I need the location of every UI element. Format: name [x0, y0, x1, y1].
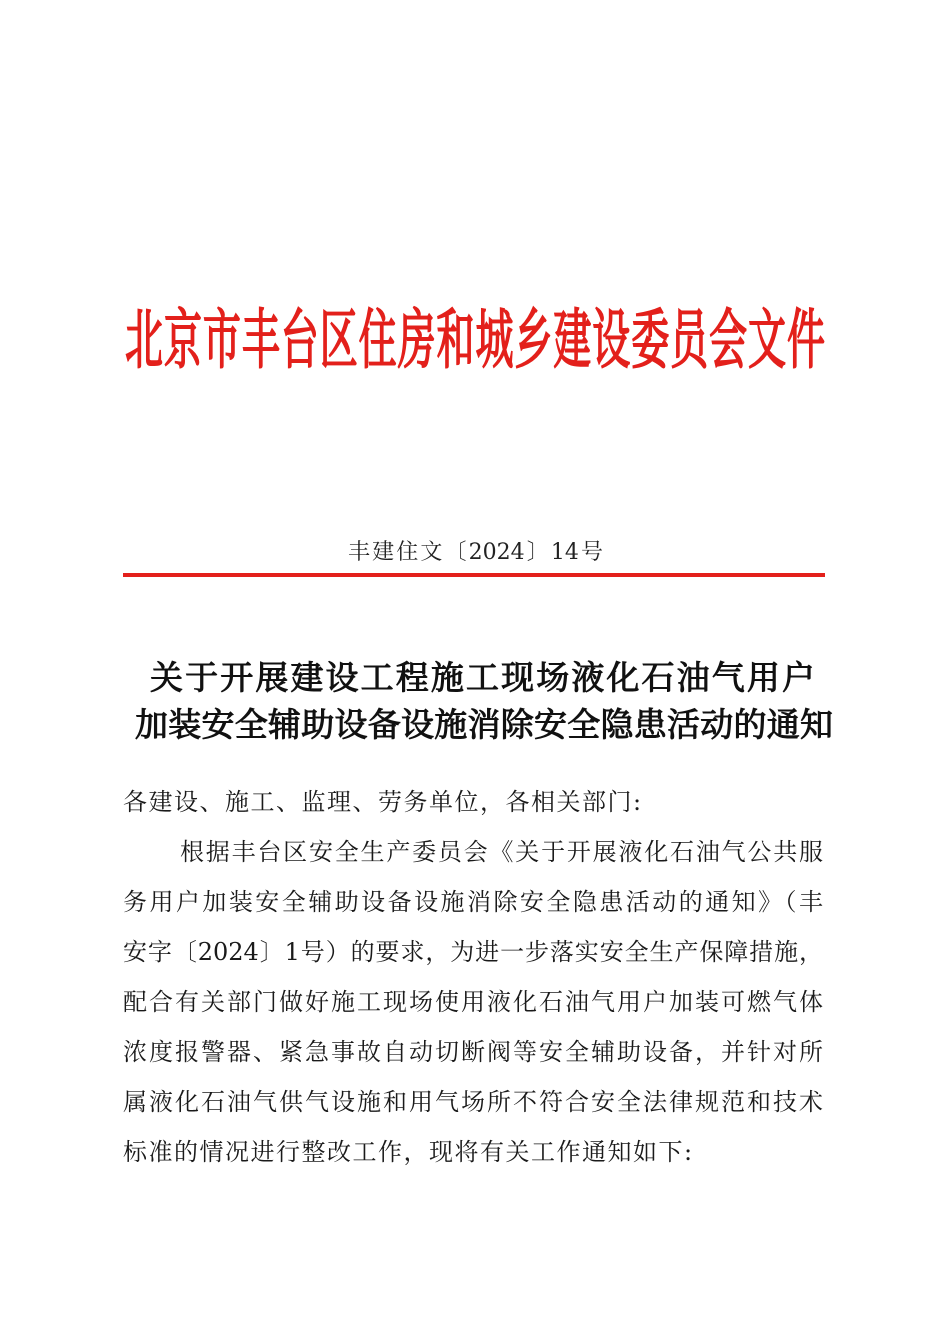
- body-line-1: 根据丰台区安全生产委员会《关于开展液化石油气公共服: [180, 838, 823, 866]
- document-number: 丰建住文〔2024〕14号: [348, 540, 603, 565]
- document-title-line-2: 加装安全辅助设备设施消除安全隐患活动的通知: [135, 705, 833, 744]
- issuing-authority-title: 北京市丰台区住房和城乡建设委员会文件: [125, 302, 825, 378]
- red-separator-line: [123, 573, 825, 577]
- document-title-line-1: 关于开展建设工程施工现场液化石油气用户: [150, 658, 815, 697]
- salutation: 各建设、施工、监理、劳务单位，各相关部门:: [123, 788, 643, 816]
- body-line-3: 安字〔2024〕1号）的要求，为进一步落实安全生产保障措施，: [123, 938, 823, 966]
- body-line-7: 标准的情况进行整改工作，现将有关工作通知如下:: [123, 1138, 694, 1166]
- body-line-4: 配合有关部门做好施工现场使用液化石油气用户加装可燃气体: [123, 988, 823, 1016]
- body-line-5: 浓度报警器、紧急事故自动切断阀等安全辅助设备，并针对所: [123, 1038, 823, 1066]
- body-line-2: 务用户加装安全辅助设备设施消除安全隐患活动的通知》（丰: [123, 888, 823, 916]
- body-line-6: 属液化石油气供气设施和用气场所不符合安全法律规范和技术: [123, 1088, 823, 1116]
